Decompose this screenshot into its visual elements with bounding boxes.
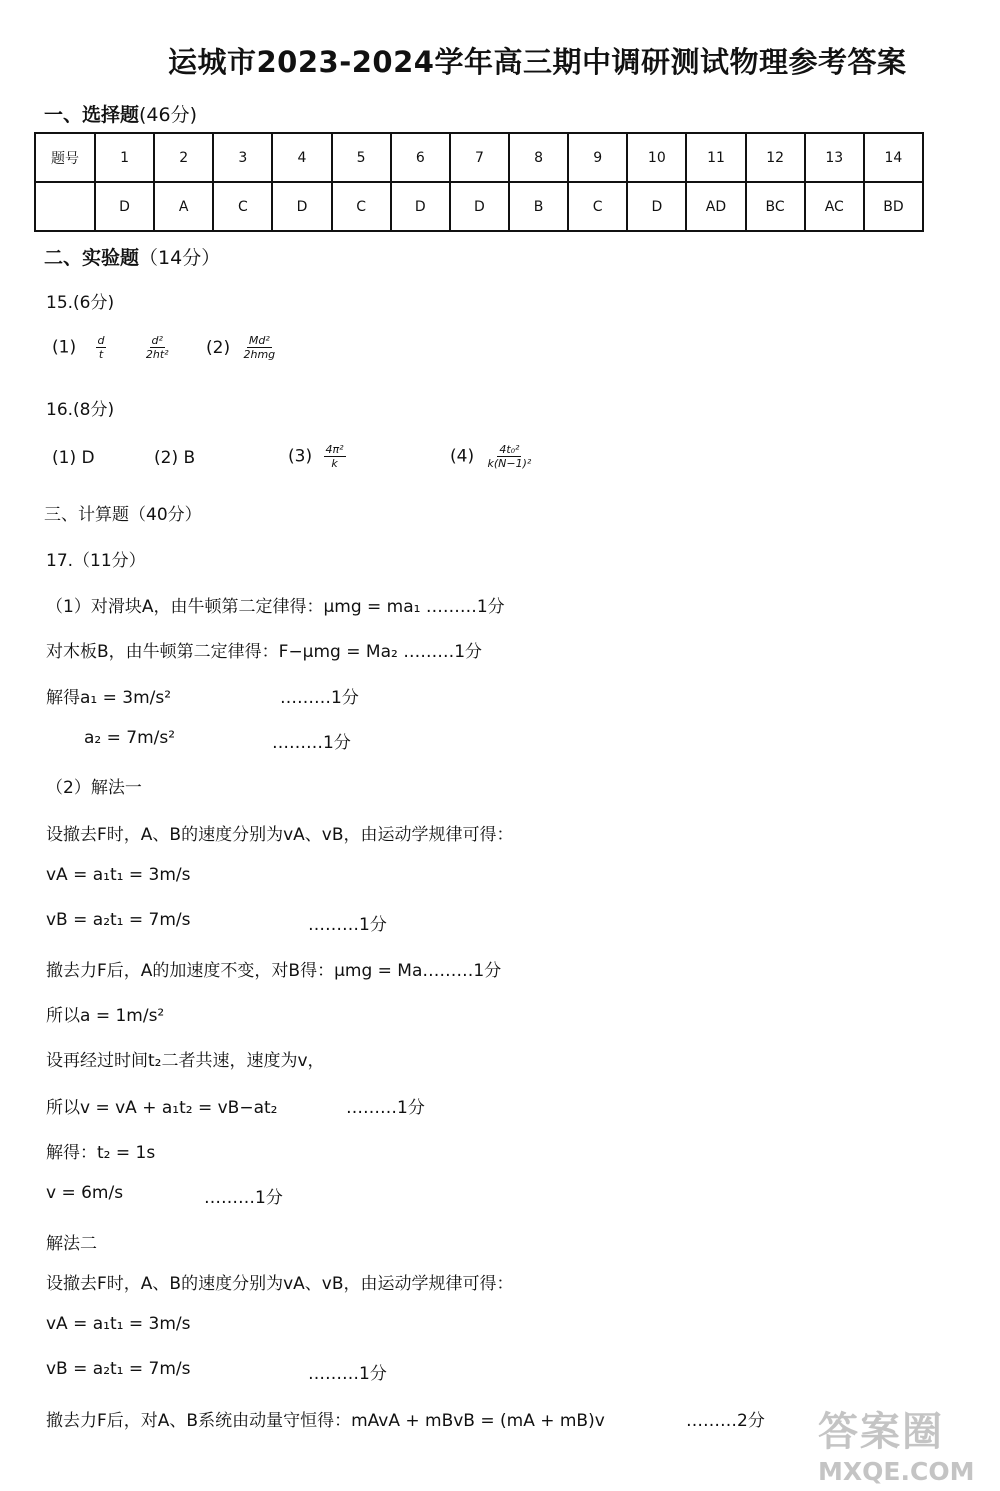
question-number: 2	[154, 133, 213, 182]
score-mark: ………1分	[308, 1364, 387, 1384]
section-score-note: (46分)	[139, 104, 198, 126]
watermark-text: 答案圈	[818, 1409, 944, 1455]
fraction-numerator: d²	[151, 334, 163, 347]
q17-heading: 17.（11分）	[46, 551, 146, 571]
solution-line: 设再经过时间t₂二者共速，速度为v，	[46, 1051, 325, 1071]
solution-line: 撤去力F后，A的加速度不变，对B得：μmg = Ma………1分	[46, 961, 502, 981]
score-mark: ………1分	[272, 733, 351, 753]
solution-line: vA = a₁t₁ = 3m/s	[46, 865, 191, 885]
score-mark: ………1分	[346, 1098, 425, 1118]
question-number: 14	[864, 133, 923, 182]
answer-cell: D	[95, 182, 154, 231]
section-heading-choice	[44, 100, 197, 127]
fraction-denominator: k(N−1)²	[487, 457, 532, 470]
q16-answer-4	[450, 443, 539, 470]
solution-line: （1）对滑块A，由牛顿第二定律得：μmg = ma₁ ………1分	[46, 597, 505, 617]
solution-line: 解得a₁ = 3m/s²	[46, 688, 172, 708]
answer-cell: AC	[805, 182, 864, 231]
table-row-answers	[35, 182, 923, 231]
section-heading-text: 一、选择题	[44, 104, 140, 126]
answer-cell: C	[332, 182, 391, 231]
solution-line: 所以v = vA + a₁t₂ = vB−at₂	[46, 1098, 278, 1118]
section-heading-text: 二、实验题	[44, 247, 140, 269]
solution-line: 解法二	[46, 1234, 97, 1254]
row-header-label: 题号	[35, 133, 95, 182]
fraction-denominator: 2hmg	[243, 348, 276, 361]
question-number: 12	[746, 133, 805, 182]
question-number: 3	[213, 133, 272, 182]
section-score-note: （14分）	[139, 247, 221, 269]
solution-line: a₂ = 7m/s²	[84, 728, 176, 748]
q16-answer-1: (1) D	[52, 448, 95, 468]
score-mark: ………2分	[686, 1411, 765, 1431]
answer-cell: D	[627, 182, 686, 231]
question-number: 8	[509, 133, 568, 182]
answer-cell: A	[154, 182, 213, 231]
solution-line: 所以a = 1m/s²	[46, 1006, 165, 1026]
question-number: 6	[391, 133, 450, 182]
question-number: 11	[686, 133, 745, 182]
page-title: 运城市2023-2024学年高三期中调研测试物理参考答案	[168, 45, 907, 79]
section-heading-calculation: 三、计算题（40分）	[44, 505, 202, 525]
part-label: (2)	[206, 337, 231, 358]
answer-cell: BC	[746, 182, 805, 231]
question-number: 7	[450, 133, 509, 182]
watermark-url: MXQE.COM	[818, 1457, 975, 1486]
solution-line: vA = a₁t₁ = 3m/s	[46, 1314, 191, 1334]
fraction-denominator: 2ht²	[145, 348, 169, 361]
q15-heading: 15.(6分)	[46, 293, 115, 313]
fraction	[242, 334, 278, 361]
solution-line: 对木板B，由牛顿第二定律得：F−μmg = Ma₂ ………1分	[46, 642, 483, 662]
fraction-denominator: t	[98, 348, 104, 361]
answer-cell: D	[450, 182, 509, 231]
fraction-numerator: 4π²	[325, 443, 344, 456]
watermark-logo	[818, 1400, 990, 1486]
q16-answer-3	[288, 443, 352, 470]
fraction	[486, 443, 534, 470]
fraction	[144, 334, 171, 361]
answer-cell: BD	[864, 182, 923, 231]
answer-cell: C	[568, 182, 627, 231]
question-number: 5	[332, 133, 391, 182]
fraction	[96, 334, 107, 361]
solution-line: 设撤去F时，A、B的速度分别为vA、vB，由运动学规律可得：	[46, 825, 514, 845]
section-heading-experiment	[44, 243, 220, 270]
q16-heading: 16.(8分)	[46, 400, 115, 420]
q16-answer-2: (2) B	[154, 448, 196, 468]
fraction	[324, 443, 346, 470]
solution-line: vB = a₂t₁ = 7m/s	[46, 1359, 191, 1379]
question-number: 9	[568, 133, 627, 182]
solution-line: v = 6m/s	[46, 1183, 124, 1203]
score-mark: ………1分	[204, 1188, 283, 1208]
part-label: (4)	[450, 446, 475, 467]
score-mark: ………1分	[308, 915, 387, 935]
question-number: 13	[805, 133, 864, 182]
answer-cell: AD	[686, 182, 745, 231]
solution-line: 解得：t₂ = 1s	[46, 1143, 156, 1163]
question-number: 4	[272, 133, 331, 182]
empty-cell	[35, 182, 95, 231]
table-row-numbers	[35, 133, 923, 182]
answer-cell: D	[272, 182, 331, 231]
solution-line: （2）解法一	[46, 778, 142, 798]
score-mark: ………1分	[280, 688, 359, 708]
fraction-numerator: 4t₀²	[499, 443, 520, 456]
q15-answer-line	[52, 334, 283, 361]
answer-cell: C	[213, 182, 272, 231]
fraction-denominator: k	[331, 457, 338, 470]
part-label: (3)	[288, 446, 313, 467]
solution-line: vB = a₂t₁ = 7m/s	[46, 910, 191, 930]
solution-line: 设撤去F时，A、B的速度分别为vA、vB，由运动学规律可得：	[46, 1274, 514, 1294]
question-number: 10	[627, 133, 686, 182]
answer-cell: D	[391, 182, 450, 231]
question-number: 1	[95, 133, 154, 182]
part-label: (1)	[52, 337, 77, 358]
answer-cell: B	[509, 182, 568, 231]
fraction-numerator: Md²	[248, 334, 270, 347]
solution-line: 撤去力F后，对A、B系统由动量守恒得：mAvA + mBvB = (mA + mB)v	[46, 1411, 605, 1431]
fraction-numerator: d	[97, 334, 105, 347]
answer-table	[34, 132, 924, 232]
